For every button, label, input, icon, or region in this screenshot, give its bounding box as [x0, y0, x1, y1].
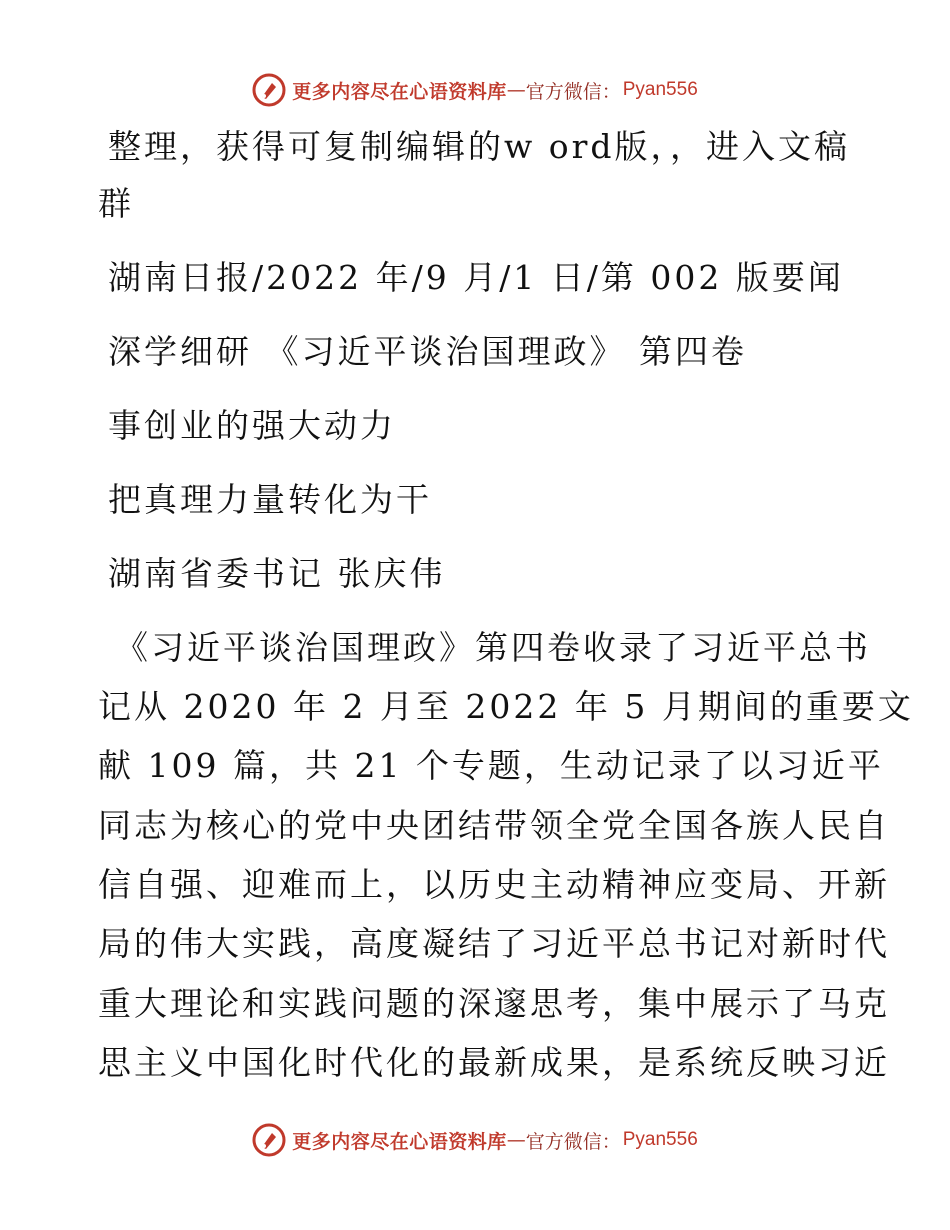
body-line: 记从 2020 年 2 月至 2022 年 5 月期间的重要文 [98, 687, 914, 726]
footer-watermark [0, 1120, 950, 1160]
source-line: 湖南日报/2022 年/9 月/1 日/第 002 版要闻 [108, 258, 844, 297]
pen-nib-logo-icon [252, 1123, 286, 1157]
headline-part-1: 事创业的强大动力 [108, 406, 396, 445]
column-title: 深学细研 《习近平谈治国理政》 第四卷 [108, 332, 747, 371]
watermark-dash: — [506, 1129, 526, 1151]
body-line: 信自强、迎难而上，以历史主动精神应变局、开新 [98, 865, 890, 904]
watermark-official-label: 官方微信： [525, 1130, 621, 1153]
body-line: 重大理论和实践问题的深邃思考，集中展示了马克 [98, 984, 890, 1023]
body-line: 献 109 篇，共 21 个专题，生动记录了以习近平 [98, 746, 884, 785]
author-line: 湖南省委书记 张庆伟 [108, 554, 446, 593]
intro-line-1: 整理，获得可复制编辑的w ord版，，进入文稿 [108, 127, 851, 166]
body-line: 同志为核心的党中央团结带领全党全国各族人民自 [98, 806, 890, 845]
intro-line-2: 群 [98, 184, 134, 223]
watermark-wechat-id: Pyan556 [622, 1129, 698, 1150]
body-line: 局的伟大实践，高度凝结了习近平总书记对新时代 [98, 924, 890, 963]
pen-nib-logo-icon [252, 73, 286, 107]
headline-part-2: 把真理力量转化为干 [108, 480, 432, 519]
body-line: 《习近平谈治国理政》第四卷收录了习近平总书 [115, 628, 871, 667]
watermark-official-label: 官方微信： [525, 80, 621, 103]
watermark-dash: — [506, 79, 526, 101]
watermark-wechat-id: Pyan556 [622, 79, 698, 100]
body-line: 思主义中国化时代化的最新成果，是系统反映习近 [98, 1043, 890, 1082]
header-watermark [0, 70, 950, 110]
watermark-brand: 更多内容尽在心语资料库 [292, 80, 507, 103]
watermark-brand: 更多内容尽在心语资料库 [292, 1130, 507, 1153]
